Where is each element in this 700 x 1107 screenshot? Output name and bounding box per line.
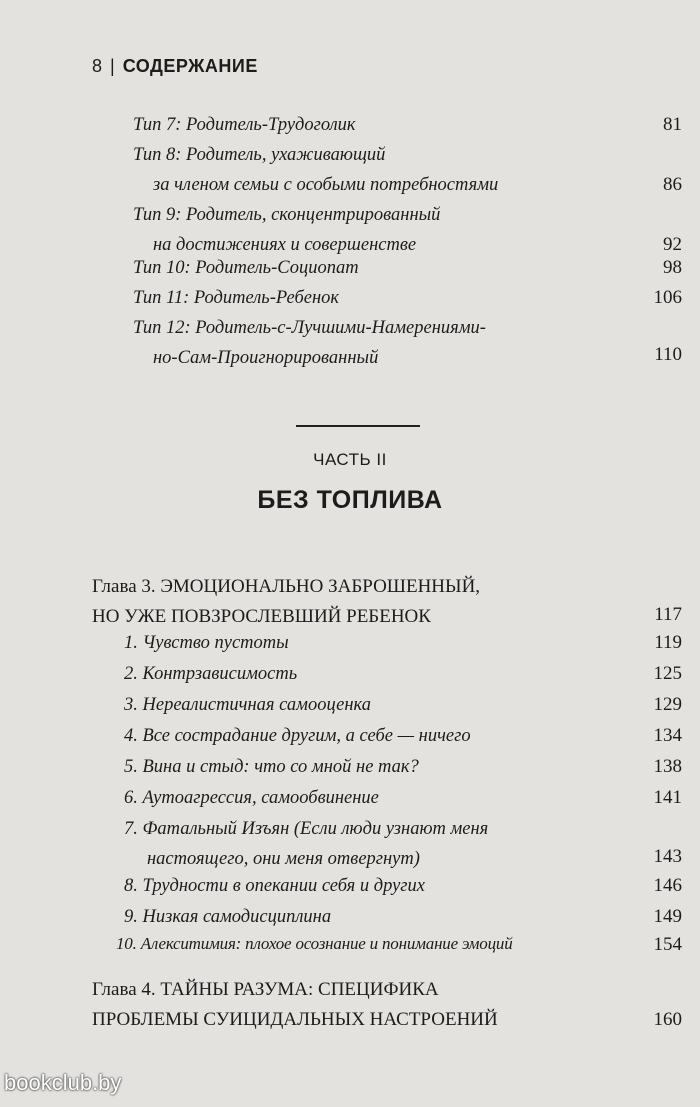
part-title: БЕЗ ТОПЛИВА bbox=[257, 486, 443, 514]
toc-entry-text: 9. Низкая самодисциплина bbox=[124, 907, 332, 927]
toc-entry-type-12 bbox=[133, 313, 486, 373]
toc-entry-ch3-1 bbox=[124, 628, 289, 658]
header-separator: | bbox=[110, 56, 115, 76]
toc-entry-text: Тип 11: Родитель-Ребенок bbox=[133, 288, 340, 308]
toc-entry-type-11 bbox=[133, 283, 339, 313]
toc-page-number: 154 bbox=[653, 934, 682, 955]
chapter-3-heading bbox=[92, 572, 480, 632]
toc-entry-type-7 bbox=[133, 110, 356, 140]
part-label: ЧАСТЬ II bbox=[313, 450, 387, 469]
toc-entry-ch3-8 bbox=[124, 871, 425, 901]
toc-page-number: 146 bbox=[653, 875, 682, 896]
toc-entry-text: 8. Трудности в опекании себя и других bbox=[124, 876, 425, 896]
toc-page-number: 92 bbox=[663, 234, 682, 255]
toc-page-number: 125 bbox=[653, 663, 682, 684]
toc-entry-type-9 bbox=[133, 200, 440, 260]
toc-entry-ch3-10 bbox=[116, 929, 513, 959]
chapter-title-line: Глава 4. ТАЙНЫ РАЗУМА: СПЕЦИФИКА bbox=[92, 979, 439, 1000]
toc-entry-text: 10. Алекситимия: плохое осознание и понимание эмоций bbox=[116, 934, 513, 953]
toc-entry-ch3-7 bbox=[124, 814, 488, 874]
toc-page-number: 149 bbox=[653, 906, 682, 927]
toc-entry-ch3-2 bbox=[124, 659, 297, 689]
toc-entry-ch3-9 bbox=[124, 902, 331, 932]
page-number: 8 bbox=[92, 56, 103, 76]
running-header bbox=[92, 56, 258, 77]
chapter-title-line: ПРОБЛЕМЫ СУИЦИДАЛЬНЫХ НАСТРОЕНИЙ bbox=[92, 1009, 498, 1030]
part-divider bbox=[296, 425, 420, 427]
toc-entry-text: Тип 10: Родитель-Социопат bbox=[133, 258, 359, 278]
toc-page-number: 117 bbox=[654, 604, 682, 625]
toc-entry-text: 1. Чувство пустоты bbox=[124, 633, 289, 653]
site-watermark: bookclub.by bbox=[4, 1070, 122, 1095]
toc-entry-text: на достижениях и совершенстве bbox=[153, 235, 417, 255]
toc-page-number: 119 bbox=[654, 632, 682, 653]
toc-page-number: 98 bbox=[663, 257, 682, 278]
toc-page-number: 106 bbox=[653, 287, 682, 308]
toc-entry-ch3-4 bbox=[124, 721, 471, 751]
toc-page-number: 81 bbox=[663, 114, 682, 135]
toc-entry-type-10 bbox=[133, 253, 359, 283]
toc-page-number: 134 bbox=[653, 725, 682, 746]
toc-page-number: 143 bbox=[653, 846, 682, 867]
toc-page-number: 110 bbox=[654, 344, 682, 365]
toc-entry-text: Тип 9: Родитель, сконцентрированный bbox=[133, 205, 441, 225]
toc-entry-text: 6. Аутоагрессия, самообвинение bbox=[124, 788, 379, 808]
toc-entry-text: 7. Фатальный Изъян (Если люди узнают меня bbox=[124, 819, 489, 839]
toc-entry-ch3-5 bbox=[124, 752, 419, 782]
toc-entry-text: Тип 12: Родитель-с-Лучшими-Намерениями- bbox=[133, 318, 486, 338]
chapter-4-heading bbox=[92, 975, 498, 1035]
chapter-title-line: НО УЖЕ ПОВЗРОСЛЕВШИЙ РЕБЕНОК bbox=[92, 606, 431, 627]
toc-page-number: 129 bbox=[653, 694, 682, 715]
toc-entry-text: Тип 8: Родитель, ухаживающий bbox=[133, 145, 386, 165]
section-title: СОДЕРЖАНИЕ bbox=[122, 56, 258, 76]
toc-entry-text: настоящего, они меня отвергнут) bbox=[147, 849, 420, 869]
toc-entry-text: 3. Нереалистичная самооценка bbox=[124, 695, 371, 715]
toc-entry-text: 5. Вина и стыд: что со мной не так? bbox=[124, 757, 419, 777]
toc-page-number: 138 bbox=[653, 756, 682, 777]
toc-entry-text: 2. Контрзависимость bbox=[124, 664, 298, 684]
toc-entry-ch3-6 bbox=[124, 783, 379, 813]
toc-entry-text: Тип 7: Родитель-Трудоголик bbox=[133, 115, 356, 135]
toc-page-number: 141 bbox=[653, 787, 682, 808]
toc-entry-text: 4. Все сострадание другим, а себе — ничего bbox=[124, 726, 471, 746]
toc-entry-text: за членом семьи с особыми потребностями bbox=[153, 175, 499, 195]
toc-entry-text: но-Сам-Проигнорированный bbox=[153, 348, 379, 368]
toc-entry-ch3-3 bbox=[124, 690, 371, 720]
toc-page-number: 160 bbox=[653, 1009, 682, 1030]
toc-entry-type-8 bbox=[133, 140, 498, 200]
toc-page-number: 86 bbox=[663, 174, 682, 195]
chapter-title-line: Глава 3. ЭМОЦИОНАЛЬНО ЗАБРОШЕННЫЙ, bbox=[92, 576, 481, 597]
